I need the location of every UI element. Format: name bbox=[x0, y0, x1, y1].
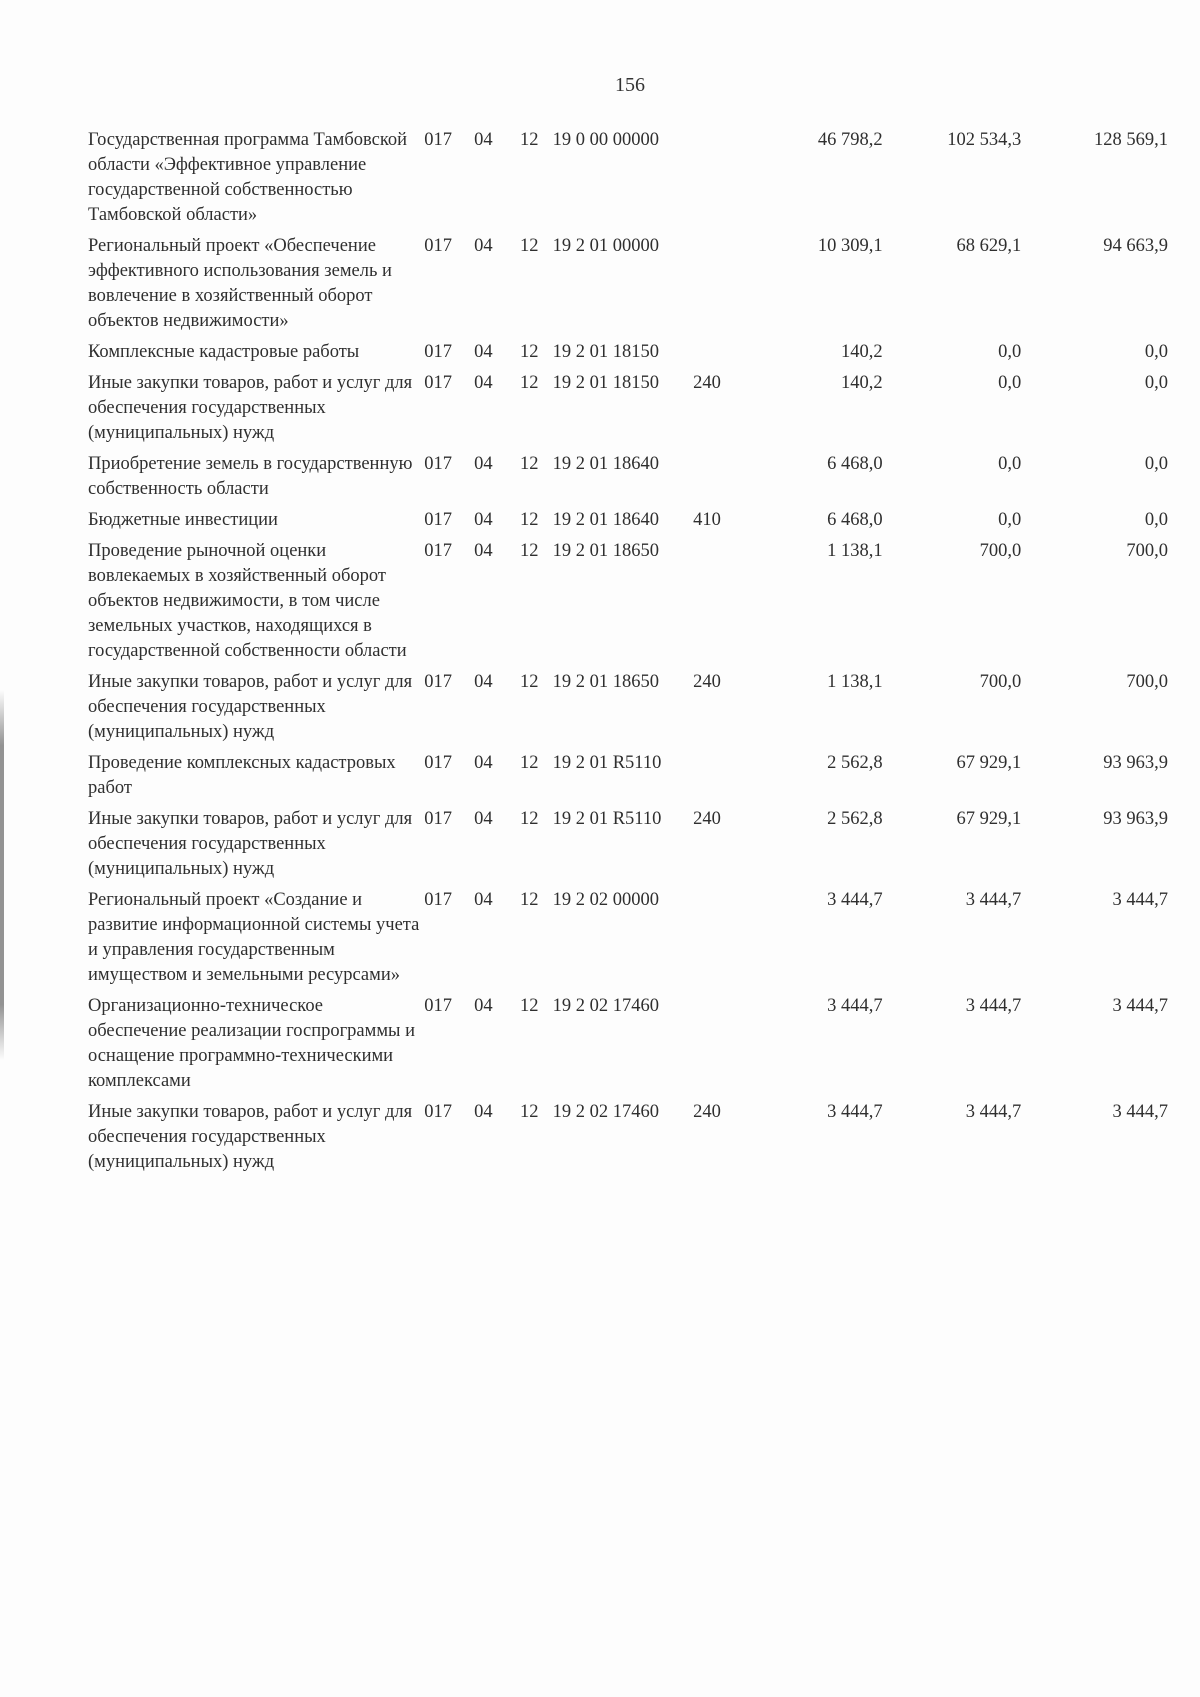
expense-name: Иные закупки товаров, работ и услуг для обеспечения государственных (муниципальных) нужд bbox=[88, 1102, 413, 1172]
table-row bbox=[88, 234, 1168, 340]
ministry-code: 017 bbox=[424, 130, 452, 150]
expense-type-code: 240 bbox=[693, 672, 721, 692]
target-article-code: 19 2 01 18650 bbox=[552, 541, 659, 561]
subsection-code: 12 bbox=[519, 672, 539, 692]
amount-year-2: 67 929,1 bbox=[956, 753, 1022, 773]
amount-year-2: 3 444,7 bbox=[965, 890, 1022, 910]
expense-name: Комплексные кадастровые работы bbox=[88, 342, 360, 362]
target-article-code: 19 2 01 R5110 bbox=[552, 809, 662, 829]
expense-type-code: 240 bbox=[693, 373, 721, 393]
page-number: 156 bbox=[615, 74, 645, 96]
amount-year-3: 700,0 bbox=[1126, 541, 1168, 561]
target-article-code: 19 2 01 00000 bbox=[552, 236, 659, 256]
ministry-code: 017 bbox=[424, 342, 452, 362]
section-code: 04 bbox=[474, 996, 493, 1016]
amount-year-3: 93 963,9 bbox=[1103, 809, 1168, 829]
table-row bbox=[88, 340, 1168, 371]
expense-name: Бюджетные инвестиции bbox=[88, 510, 278, 530]
expense-name: Иные закупки товаров, работ и услуг для обеспечения государственных (муниципальных) нужд bbox=[88, 672, 413, 742]
ministry-code: 017 bbox=[424, 373, 452, 393]
amount-year-3: 128 569,1 bbox=[1094, 130, 1168, 150]
section-code: 04 bbox=[474, 510, 493, 530]
expense-name: Приобретение земель в государственную собственность области bbox=[88, 454, 413, 499]
table-row bbox=[88, 508, 1168, 539]
expense-type-code bbox=[693, 340, 754, 371]
amount-year-1: 3 444,7 bbox=[827, 996, 883, 1016]
section-code: 04 bbox=[474, 753, 493, 773]
amount-year-3: 0,0 bbox=[1144, 373, 1168, 393]
expense-type-code bbox=[693, 452, 754, 508]
section-code: 04 bbox=[474, 373, 493, 393]
subsection-code: 12 bbox=[519, 236, 539, 256]
expense-name: Иные закупки товаров, работ и услуг для обеспечения государственных (муниципальных) нужд bbox=[88, 809, 413, 879]
subsection-code: 12 bbox=[519, 130, 539, 150]
target-article-code: 19 0 00 00000 bbox=[552, 130, 659, 150]
subsection-code: 12 bbox=[519, 1102, 539, 1122]
amount-year-3: 0,0 bbox=[1144, 454, 1168, 474]
section-code: 04 bbox=[474, 236, 493, 256]
expense-type-code bbox=[693, 539, 754, 670]
subsection-code: 12 bbox=[519, 510, 539, 530]
ministry-code: 017 bbox=[424, 809, 452, 829]
amount-year-3: 3 444,7 bbox=[1112, 996, 1168, 1016]
table-row bbox=[88, 888, 1168, 994]
amount-year-1: 3 444,7 bbox=[827, 890, 883, 910]
amount-year-3: 94 663,9 bbox=[1103, 236, 1168, 256]
expense-name: Организационно-техническое обеспечение реализации госпрограммы и оснащение программно-техническими комплексами bbox=[88, 996, 416, 1091]
ministry-code: 017 bbox=[424, 890, 452, 910]
target-article-code: 19 2 02 00000 bbox=[552, 890, 659, 910]
amount-year-3: 700,0 bbox=[1126, 672, 1168, 692]
amount-year-2: 700,0 bbox=[979, 672, 1022, 692]
table-row bbox=[88, 452, 1168, 508]
target-article-code: 19 2 01 18150 bbox=[552, 373, 659, 393]
ministry-code: 017 bbox=[424, 672, 452, 692]
budget-table bbox=[88, 128, 1168, 1181]
amount-year-1: 6 468,0 bbox=[827, 454, 883, 474]
subsection-code: 12 bbox=[519, 996, 539, 1016]
section-code: 04 bbox=[474, 672, 493, 692]
ministry-code: 017 bbox=[424, 541, 452, 561]
amount-year-2: 0,0 bbox=[998, 373, 1022, 393]
table-row bbox=[88, 670, 1168, 751]
amount-year-1: 1 138,1 bbox=[827, 672, 883, 692]
expense-type-code: 410 bbox=[693, 510, 721, 530]
amount-year-2: 3 444,7 bbox=[965, 996, 1022, 1016]
amount-year-3: 3 444,7 bbox=[1112, 890, 1168, 910]
amount-year-2: 3 444,7 bbox=[965, 1102, 1022, 1122]
ministry-code: 017 bbox=[424, 236, 452, 256]
table-row bbox=[88, 128, 1168, 234]
amount-year-3: 3 444,7 bbox=[1112, 1102, 1168, 1122]
target-article-code: 19 2 01 18150 bbox=[552, 342, 659, 362]
expense-type-code: 240 bbox=[693, 809, 721, 829]
table-row bbox=[88, 539, 1168, 670]
section-code: 04 bbox=[474, 541, 493, 561]
expense-name: Иные закупки товаров, работ и услуг для обеспечения государственных (муниципальных) нужд bbox=[88, 373, 413, 443]
amount-year-1: 2 562,8 bbox=[827, 809, 883, 829]
subsection-code: 12 bbox=[519, 541, 539, 561]
section-code: 04 bbox=[474, 342, 493, 362]
ministry-code: 017 bbox=[424, 510, 452, 530]
subsection-code: 12 bbox=[519, 454, 539, 474]
subsection-code: 12 bbox=[519, 753, 539, 773]
amount-year-2: 0,0 bbox=[998, 510, 1022, 530]
scan-edge-shadow bbox=[0, 690, 4, 1060]
expense-name: Проведение рыночной оценки вовлекаемых в хозяйственный оборот объектов недвижимости, в том числе земельных участков, находящихся в государственной собственности области bbox=[88, 541, 407, 661]
amount-year-1: 46 798,2 bbox=[817, 130, 883, 150]
amount-year-2: 0,0 bbox=[998, 342, 1022, 362]
ministry-code: 017 bbox=[424, 753, 452, 773]
amount-year-2: 0,0 bbox=[998, 454, 1022, 474]
target-article-code: 19 2 01 18640 bbox=[552, 454, 659, 474]
amount-year-2: 700,0 bbox=[979, 541, 1022, 561]
expense-name: Проведение комплексных кадастровых работ bbox=[88, 753, 396, 798]
amount-year-3: 93 963,9 bbox=[1103, 753, 1168, 773]
amount-year-2: 67 929,1 bbox=[956, 809, 1022, 829]
amount-year-3: 0,0 bbox=[1144, 510, 1168, 530]
expense-type-code bbox=[693, 994, 754, 1100]
amount-year-1: 3 444,7 bbox=[827, 1102, 883, 1122]
section-code: 04 bbox=[474, 1102, 493, 1122]
subsection-code: 12 bbox=[519, 373, 539, 393]
target-article-code: 19 2 02 17460 bbox=[552, 1102, 659, 1122]
expense-name: Государственная программа Тамбовской области «Эффективное управление государственной собственностью Тамбовской области» bbox=[88, 130, 408, 225]
table-row bbox=[88, 371, 1168, 452]
amount-year-1: 140,2 bbox=[841, 373, 883, 393]
expense-type-code bbox=[693, 128, 754, 234]
target-article-code: 19 2 01 18650 bbox=[552, 672, 659, 692]
table-row bbox=[88, 994, 1168, 1100]
section-code: 04 bbox=[474, 890, 493, 910]
amount-year-3: 0,0 bbox=[1144, 342, 1168, 362]
table-row bbox=[88, 1100, 1168, 1181]
table-row bbox=[88, 807, 1168, 888]
ministry-code: 017 bbox=[424, 1102, 452, 1122]
table-row bbox=[88, 751, 1168, 807]
amount-year-1: 10 309,1 bbox=[817, 236, 883, 256]
budget-table-body bbox=[88, 128, 1168, 1181]
ministry-code: 017 bbox=[424, 996, 452, 1016]
section-code: 04 bbox=[474, 809, 493, 829]
amount-year-1: 1 138,1 bbox=[827, 541, 883, 561]
section-code: 04 bbox=[474, 454, 493, 474]
amount-year-2: 68 629,1 bbox=[956, 236, 1022, 256]
expense-type-code bbox=[693, 888, 754, 994]
expense-type-code bbox=[693, 234, 754, 340]
target-article-code: 19 2 02 17460 bbox=[552, 996, 659, 1016]
expense-name: Региональный проект «Создание и развитие информационной системы учета и управления государственным имуществом и земельными ресурсами» bbox=[88, 890, 420, 985]
subsection-code: 12 bbox=[519, 809, 539, 829]
amount-year-1: 2 562,8 bbox=[827, 753, 883, 773]
ministry-code: 017 bbox=[424, 454, 452, 474]
amount-year-2: 102 534,3 bbox=[947, 130, 1022, 150]
section-code: 04 bbox=[474, 130, 493, 150]
expense-type-code: 240 bbox=[693, 1102, 721, 1122]
target-article-code: 19 2 01 18640 bbox=[552, 510, 659, 530]
subsection-code: 12 bbox=[519, 342, 539, 362]
amount-year-1: 6 468,0 bbox=[827, 510, 883, 530]
subsection-code: 12 bbox=[519, 890, 539, 910]
target-article-code: 19 2 01 R5110 bbox=[552, 753, 662, 773]
amount-year-1: 140,2 bbox=[841, 342, 883, 362]
expense-type-code bbox=[693, 751, 754, 807]
expense-name: Региональный проект «Обеспечение эффективного использования земель и вовлечение в хозяйственный оборот объектов недвижимости» bbox=[88, 236, 392, 331]
